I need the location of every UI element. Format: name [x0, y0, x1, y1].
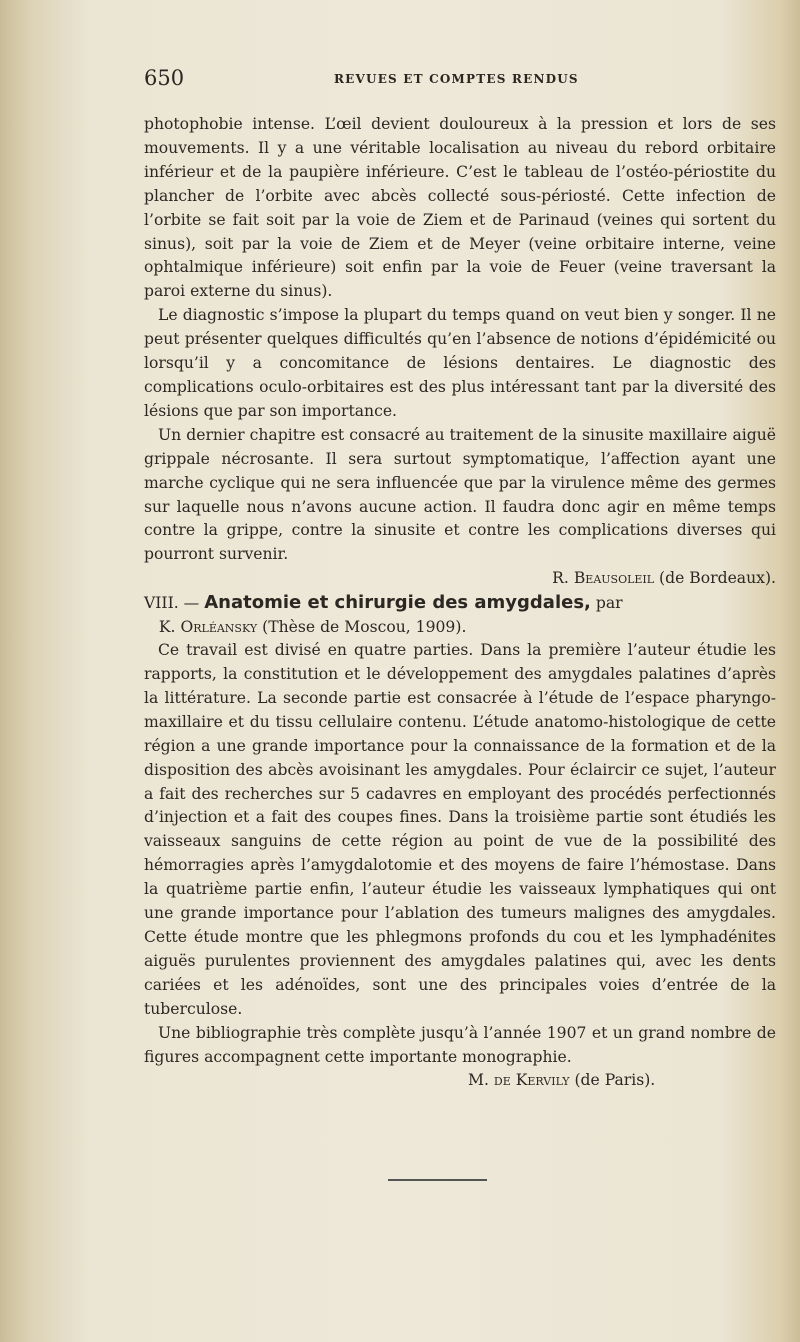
running-head: REVUES ET COMPTES RENDUS [334, 72, 579, 86]
article-body [144, 113, 776, 1093]
review2-paragraph-2: Une bibliographie très complète jusqu’à l’année 1907 et un grand nombre de figures accompagnent cette importante monographie. [144, 1023, 776, 1066]
page-header [144, 66, 776, 90]
review1-signature [144, 567, 776, 591]
page-number: 650 [144, 66, 185, 90]
review2-signature-initial: M. [468, 1071, 489, 1090]
review1-signature-initial: R. [552, 569, 569, 588]
review2-signature-place: (de Paris). [574, 1071, 656, 1090]
section-end-rule [388, 1179, 487, 1181]
review1-paragraph-2: Le diagnostic s’impose la plupart du temps quand on veut bien y songer. Il ne peut présenter quelques difficultés qu’en l’absence de notions d’épidémicité ou lorsqu’il y a concomitance de lésions dentaires. Le diagnostic des complications oculo-orbitaires est des plus intéressant tant par la diversité des lésions que par son importance. [144, 306, 776, 420]
section-title: Anatomie et chirurgie des amygdales, [204, 592, 591, 614]
section-author-name: Orléansky [180, 618, 258, 637]
review1-paragraph-1: photophobie intense. L’œil devient douloureux à la pression et lors de ses mouvements. Il y a une véritable localisation au niveau du rebord orbitaire inférieur et de la paupière inférieure. C’est le tableau de l’ostéo-périostite du plancher de l’orbite avec abcès collecté sous-périosté. Cette infection de l’orbite se fait soit par la voie de Ziem et de Parinaud (veines qui sortent du sinus), soit par la voie de Ziem et de Meyer (veine orbitaire interne, veine ophtalmique inférieure) soit enfin par la voie de Feuer (veine traversant la paroi externe du sinus). [144, 115, 776, 301]
review2-paragraph-1: Ce travail est divisé en quatre parties. Dans la première l’auteur étudie les rapports, la constitution et le développement des amygdales palatines d’après la littérature. La seconde partie est consacrée à l’étude de l’espace pharyngo-maxillaire et du tissu cellulaire contenu. L’étude anatomo-histologique de cette région a une grande importance pour la connaissance de la formation et de la disposition des abcès avoisinant les amygdales. Pour éclaircir ce sujet, l’auteur a fait des recherches sur 5 cadavres en employant des procédés perfectionnés d’injection et a fait des coupes fines. Dans la troisième partie sont étudiés les vaisseaux sanguins de cette région au point de vue de la possibilité des hémorragies après l’amygdalotomie et des moyens de faire l’hémostase. Dans la quatrième partie enfin, l’auteur étudie les vaisseaux lymphatiques qui ont une grande importance pour l’ablation des tumeurs malignes des amygdales. Cette étude montre que les phlegmons profonds du cou et les lymphadénites aiguës purulentes proviennent des amygdales palatines qui, avec les dents cariées et les adénoïdes, sont une des principales voies d’entrée de la tuberculose. [144, 641, 776, 1018]
review2-signature-name: Kervily [515, 1071, 570, 1090]
section-by: par [595, 594, 623, 613]
section-source: (Thèse de Moscou, 1909). [262, 618, 467, 637]
review2-signature [144, 1069, 776, 1093]
section-author-initial: K. [158, 618, 176, 637]
review1-signature-name: Beausoleil [573, 569, 655, 588]
review1-paragraph-3: Un dernier chapitre est consacré au traitement de la sinusite maxillaire aiguë grippale nécrosante. Il sera surtout symptomatique, l’affection ayant une marche cyclique qui ne sera influencée que par la virulence même des germes sur laquelle nous n’avons aucune action. Il faudra donc agir en même temps contre la grippe, contre la sinusite et contre les complications diverses qui pourront survenir. [144, 425, 776, 564]
section-heading [144, 591, 776, 639]
review1-signature-place: (de Bordeaux). [659, 569, 776, 588]
section-number: VIII. — [144, 594, 200, 613]
review2-signature-particle: de [493, 1071, 511, 1090]
